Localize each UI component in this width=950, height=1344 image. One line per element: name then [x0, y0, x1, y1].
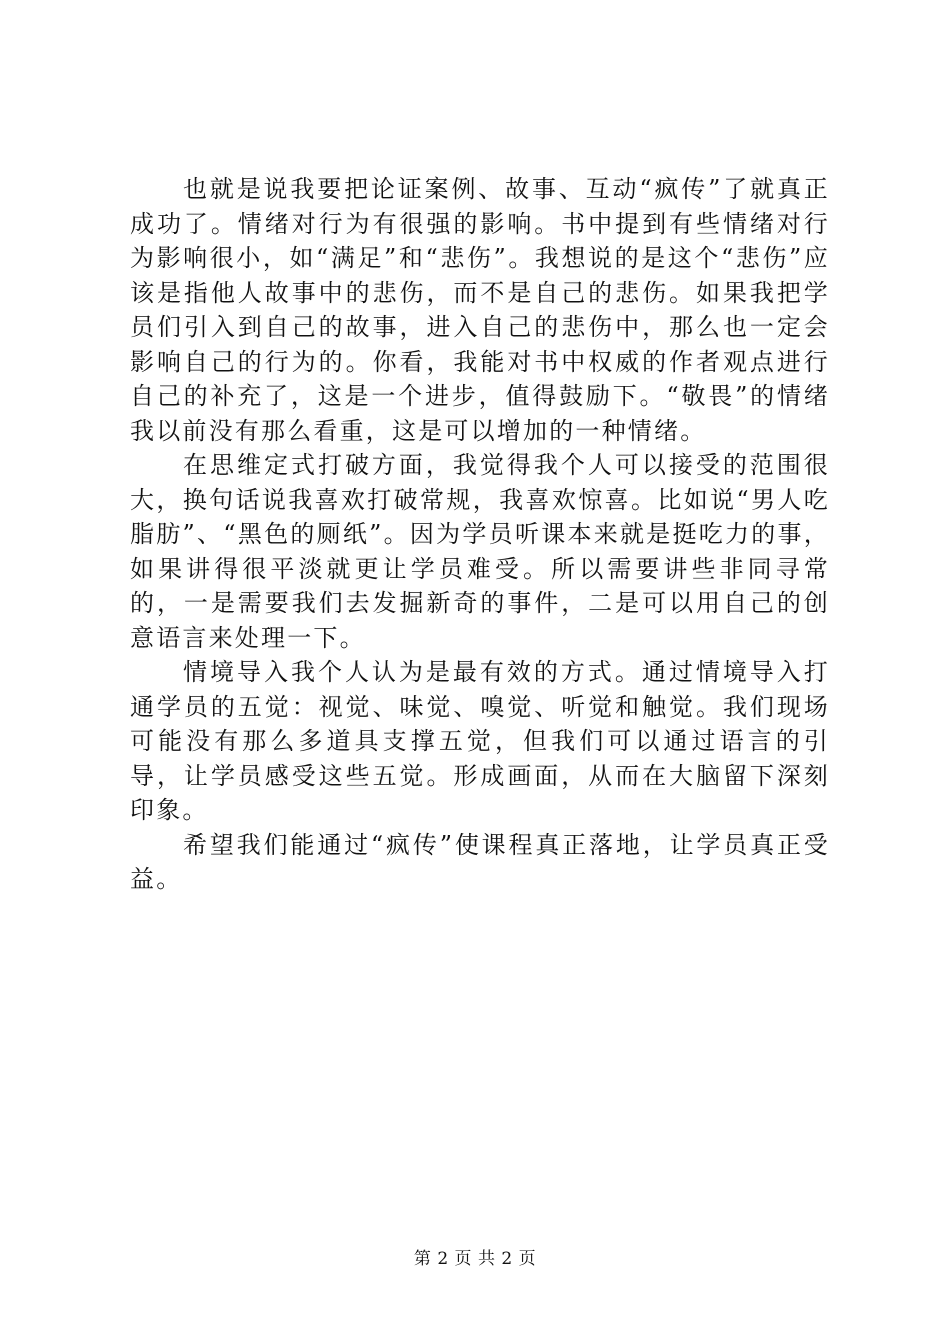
paragraph-3: 情境导入我个人认为是最有效的方式。通过情境导入打通学员的五觉：视觉、味觉、嗅觉、听觉和触觉。我们现场可能没有那么多道具支撑五觉，但我们可以通过语言的引导，让学员感受这些五觉。形成画面，从而在大脑留下深刻印象。 — [130, 658, 830, 824]
paragraph-1: 也就是说我要把论证案例、故事、互动“疯传”了就真正成功了。情绪对行为有很强的影响。书中提到有些情绪对行为影响很小，如“满足”和“悲伤”。我想说的是这个“悲伤”应该是指他人故事中的悲伤，而不是自己的悲伤。如果我把学员们引入到自己的故事，进入自己的悲伤中，那么也一定会影响自己的行为的。你看，我能对书中权威的作者观点进行自己的补充了，这是一个进步，值得鼓励下。“敬畏”的情绪我以前没有那么看重，这是可以增加的一种情绪。 — [130, 175, 830, 445]
paragraph-4: 希望我们能通过“疯传”使课程真正落地，让学员真正受益。 — [130, 830, 830, 893]
paragraph-2: 在思维定式打破方面，我觉得我个人可以接受的范围很大，换句话说我喜欢打破常规，我喜欢惊喜。比如说“男人吃脂肪”、“黑色的厕纸”。因为学员听课本来就是挺吃力的事，如果讲得很平淡就更让学员难受。所以需要讲些非同寻常的，一是需要我们去发掘新奇的事件，二是可以用自己的创意语言来处理一下。 — [130, 451, 830, 652]
page-number-footer: 第 2 页 共 2 页 — [413, 1249, 537, 1269]
document-body — [130, 172, 830, 897]
